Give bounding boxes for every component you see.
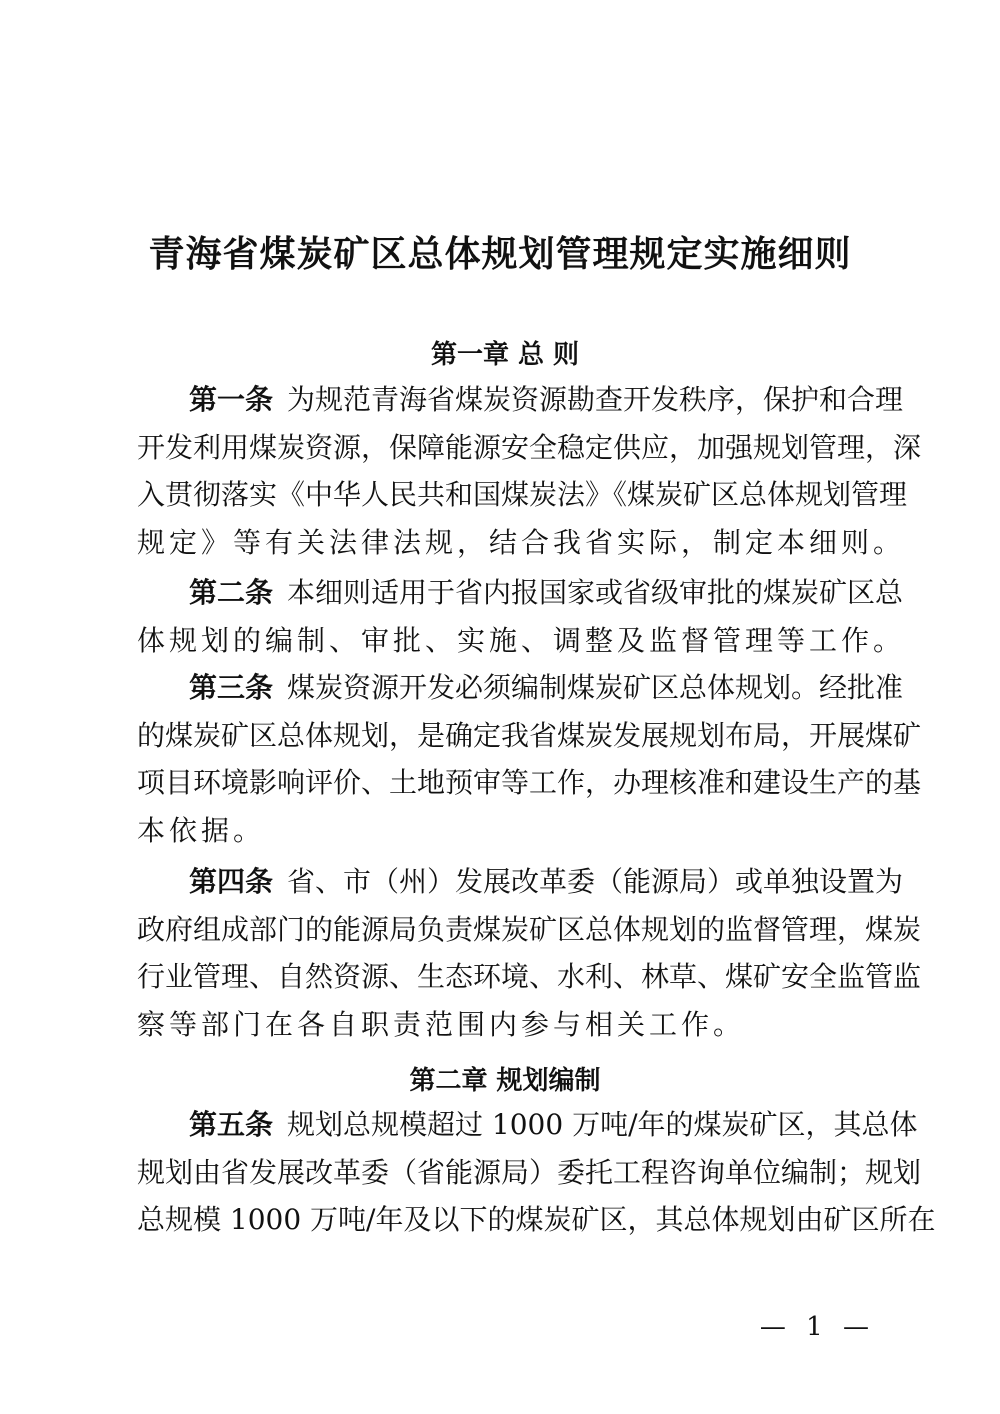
- article-text: 为规范青海省煤炭资源勘查开发秩序，保护和合理: [287, 383, 904, 416]
- article-label: 第五条: [189, 1108, 274, 1141]
- article-1: [137, 376, 922, 566]
- article-line: 行业管理、自然资源、生态环境、水利、林草、煤矿安全监管监: [137, 960, 922, 993]
- article-text: 煤炭资源开发必须编制煤炭矿区总体规划。经批准: [287, 671, 904, 704]
- article-text: 省、市（州）发展改革委（能源局）或单独设置为: [287, 865, 904, 898]
- article-line: 体规划的编制、审批、实施、调整及监督管理等工作。: [137, 623, 906, 657]
- article-label: 第三条: [189, 671, 274, 704]
- article-line: 本依据。: [137, 813, 266, 847]
- chapter-heading-1: 第一章 总 则: [430, 340, 580, 370]
- article-line: 总规模 1000 万吨/年及以下的煤炭矿区，其总体规划由矿区所在: [137, 1203, 936, 1236]
- article-line: 规划由省发展改革委（省能源局）委托工程咨询单位编制；规划: [137, 1155, 922, 1189]
- article-line: [137, 858, 904, 906]
- article-line: 政府组成部门的能源局负责煤炭矿区总体规划的监督管理，煤炭: [137, 912, 922, 946]
- article-line: 入贯彻落实《中华人民共和国煤炭法》《煤炭矿区总体规划管理: [137, 478, 908, 511]
- article-2: [137, 569, 906, 664]
- article-text: 规划总规模超过 1000 万吨/年的煤炭矿区，其总体: [287, 1108, 918, 1141]
- article-line: [137, 376, 904, 424]
- article-label: 第二条: [189, 576, 274, 609]
- article-line: 的煤炭矿区总体规划，是确定我省煤炭发展规划布局，开展煤矿: [137, 718, 922, 752]
- chapter-heading-2: 第二章 规划编制: [409, 1066, 601, 1096]
- article-line: [137, 1101, 918, 1149]
- document-title: 青海省煤炭矿区总体规划管理规定实施细则: [148, 234, 852, 275]
- article-label: 第一条: [189, 383, 274, 416]
- article-label: 第四条: [189, 865, 274, 898]
- article-line: 察等部门在各自职责范围内参与相关工作。: [137, 1007, 746, 1041]
- article-4: [137, 858, 922, 1048]
- article-5: [137, 1101, 936, 1244]
- article-line: 开发利用煤炭资源，保障能源安全稳定供应，加强规划管理，深: [137, 430, 922, 464]
- article-3: [137, 664, 922, 854]
- article-text: 本细则适用于省内报国家或省级审批的煤炭矿区总: [287, 576, 904, 609]
- article-line: 规定》等有关法律法规，结合我省实际，制定本细则。: [137, 525, 906, 559]
- article-line: 项目环境影响评价、土地预审等工作，办理核准和建设生产的基: [137, 766, 922, 799]
- article-line: [137, 664, 904, 712]
- article-line: [137, 569, 904, 617]
- page-number: — 1 —: [759, 1312, 875, 1342]
